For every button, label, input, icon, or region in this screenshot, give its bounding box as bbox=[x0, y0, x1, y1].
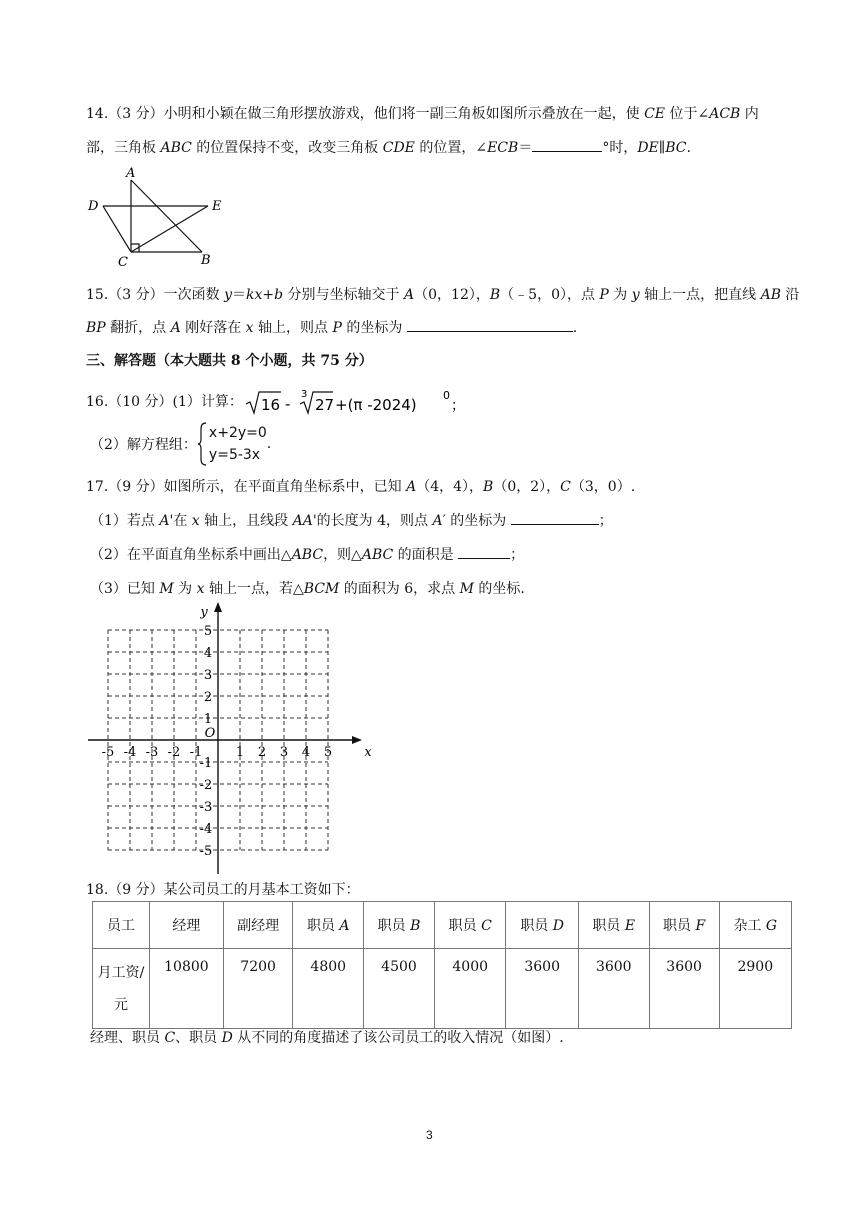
q17-part2: （2）在平面直角坐标系中画出△ABC，则△ABC 的面积是 ； bbox=[90, 544, 524, 564]
table-header-cell: 副经理 bbox=[223, 902, 293, 949]
q18-after: 经理、职员 C、职员 D 从不同的角度描述了该公司员工的收入情况（如图）. bbox=[90, 1030, 564, 1046]
table-header-cell: 职员 A bbox=[293, 902, 364, 949]
svg-text:3: 3 bbox=[300, 389, 308, 400]
x-tick-label: 2 bbox=[257, 745, 267, 760]
q15-line2: BP 翻折，点 A 刚好落在 x 轴上，则点 P 的坐标为 . bbox=[86, 317, 577, 337]
label-C: C bbox=[118, 255, 128, 270]
y-tick-label: -5 bbox=[199, 844, 213, 859]
x-tick-label: -4 bbox=[123, 745, 137, 760]
y-tick-label: 3 bbox=[203, 668, 213, 683]
coordinate-grid bbox=[86, 600, 372, 872]
equation-system: x+2y=0 y=5-3x bbox=[208, 425, 267, 463]
table-row bbox=[93, 949, 792, 1029]
section-heading: 三、解答题（本大题共 8 个小题，共 75 分） bbox=[86, 353, 373, 369]
table-header-cell: 经理 bbox=[150, 902, 224, 949]
q18-intro: 18.（9 分）某公司员工的月基本工资如下： bbox=[86, 882, 360, 898]
label-B: B bbox=[201, 253, 211, 268]
table-header-cell: 职员 C bbox=[434, 902, 506, 949]
x-tick-label: 5 bbox=[323, 745, 333, 760]
y-tick-label: -1 bbox=[199, 756, 213, 771]
q17-line1: 17.（9 分）如图所示，在平面直角坐标系中，已知 A（4，4），B（0，2），C（3，0）. bbox=[86, 479, 636, 495]
svg-text:；: ； bbox=[450, 398, 465, 414]
table-header-row bbox=[93, 902, 792, 949]
row-label: 月工资/ 元 bbox=[93, 949, 150, 1029]
answer-blank[interactable] bbox=[458, 544, 510, 559]
table-cell: 2900 bbox=[719, 949, 791, 1029]
label-E: E bbox=[212, 199, 222, 214]
page-number: 3 bbox=[426, 1128, 433, 1142]
table-cell: 3600 bbox=[649, 949, 719, 1029]
table-header-cell: 职员 F bbox=[649, 902, 719, 949]
q14-line1: 14.（3 分）小明和小颖在做三角形摆放游戏，他们将一副三角板如图所示叠放在一起，使 CE 位于∠ACB 内 bbox=[86, 106, 759, 122]
svg-text:+(π -2024): +(π -2024) bbox=[334, 396, 417, 414]
y-axis-label: y bbox=[200, 605, 208, 620]
answer-blank[interactable] bbox=[511, 510, 599, 525]
label-A: A bbox=[126, 166, 136, 181]
x-axis-arrow bbox=[352, 736, 362, 744]
table-cell: 7200 bbox=[223, 949, 293, 1029]
triangle-figure bbox=[84, 164, 234, 270]
q15-line1: 15.（3 分）一次函数 y＝kx+b 分别与坐标轴交于 A（0，12），B（﹣5，0），点 P 为 y 轴上一点，把直线 AB 沿 bbox=[86, 287, 800, 303]
table-cell: 4000 bbox=[434, 949, 506, 1029]
y-tick-label: -4 bbox=[199, 822, 213, 837]
q17-part3: （3）已知 M 为 x 轴上一点，若△BCM 的面积为 6，求点 M 的坐标. bbox=[90, 581, 525, 597]
svg-text:27: 27 bbox=[314, 396, 334, 414]
table-header-cell: 职员 E bbox=[578, 902, 649, 949]
table-cell: 4500 bbox=[364, 949, 435, 1029]
q16-line2: （2）解方程组： x+2y=0 y=5-3x . bbox=[90, 420, 271, 468]
answer-blank[interactable] bbox=[532, 137, 602, 152]
x-tick-label: -3 bbox=[145, 745, 159, 760]
x-tick-label: -1 bbox=[189, 745, 203, 760]
y-axis-arrow bbox=[214, 602, 222, 612]
table-header-cell: 杂工 G bbox=[719, 902, 791, 949]
x-tick-label: 4 bbox=[301, 745, 311, 760]
x-axis-label: x bbox=[364, 745, 372, 760]
q14-line2: 部，三角板 ABC 的位置保持不变，改变三角板 CDE 的位置，∠ECB＝ °时，DE∥BC. bbox=[86, 137, 691, 157]
salary-table bbox=[92, 901, 792, 1029]
table-cell: 10800 bbox=[150, 949, 224, 1029]
answer-blank[interactable] bbox=[407, 317, 573, 332]
x-tick-label: -5 bbox=[101, 745, 115, 760]
origin-label: O bbox=[204, 726, 216, 741]
y-tick-label: -3 bbox=[199, 800, 213, 815]
table-cell: 3600 bbox=[506, 949, 578, 1029]
q16-line1: 16.（10 分）(1）计算： 16 - 3 27 +(π -2024) 0 ； bbox=[86, 387, 485, 417]
svg-text:0: 0 bbox=[442, 389, 450, 402]
y-tick-label: 1 bbox=[203, 712, 213, 727]
y-tick-label: 5 bbox=[203, 624, 213, 639]
x-tick-label: -2 bbox=[167, 745, 181, 760]
table-header-cell: 员工 bbox=[93, 902, 150, 949]
svg-text:16: 16 bbox=[260, 396, 280, 414]
q17-part1: （1）若点 A'在 x 轴上，且线段 AA'的长度为 4，则点 A′ 的坐标为 ； bbox=[90, 510, 613, 530]
y-tick-label: 2 bbox=[203, 690, 213, 705]
table-cell: 3600 bbox=[578, 949, 649, 1029]
x-tick-label: 3 bbox=[279, 745, 289, 760]
y-tick-label: 4 bbox=[203, 646, 213, 661]
left-brace bbox=[197, 421, 207, 467]
table-header-cell: 职员 D bbox=[506, 902, 578, 949]
svg-text:-: - bbox=[284, 395, 291, 413]
label-D: D bbox=[88, 199, 99, 214]
table-header-cell: 职员 B bbox=[364, 902, 435, 949]
table-cell: 4800 bbox=[293, 949, 364, 1029]
q16-expression bbox=[245, 387, 485, 417]
y-tick-label: -2 bbox=[199, 778, 213, 793]
x-tick-label: 1 bbox=[235, 745, 245, 760]
